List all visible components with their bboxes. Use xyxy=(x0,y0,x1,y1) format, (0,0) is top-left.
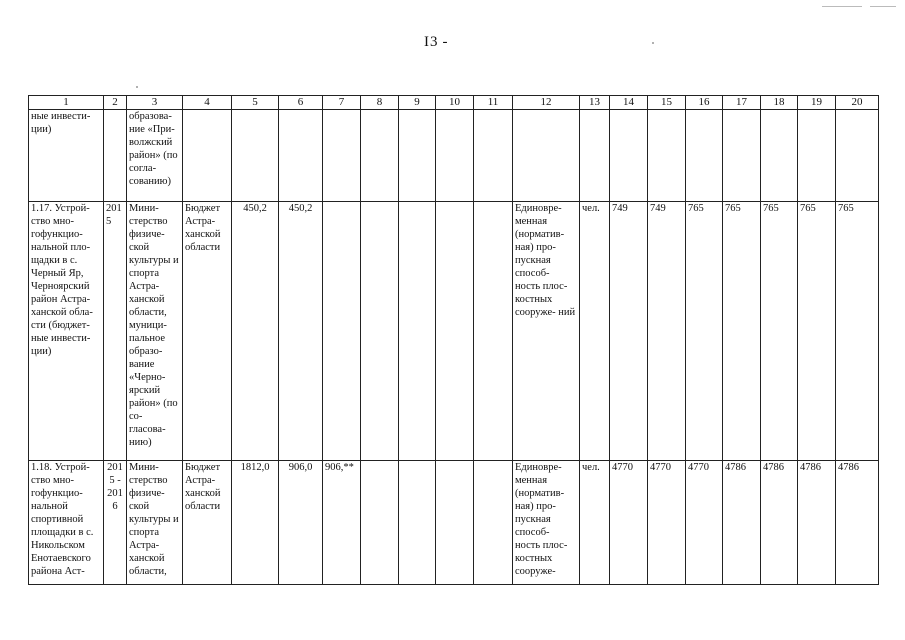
term-cell: 2015 xyxy=(104,202,127,461)
indicator-value-cell: 4770 xyxy=(648,461,686,585)
column-number: 2 xyxy=(104,96,127,110)
term-cell xyxy=(104,110,127,202)
column-number: 10 xyxy=(436,96,474,110)
page-number-value: I3 xyxy=(424,34,439,50)
budget-table xyxy=(28,95,879,585)
indicator-value-cell: 765 xyxy=(723,202,761,461)
year-amount-cell xyxy=(279,110,323,202)
empty-cell xyxy=(436,461,474,585)
indicator-value-cell: 4770 xyxy=(610,461,648,585)
total-amount-cell: 450,2 xyxy=(232,202,279,461)
measure-name-cell: 1.17. Устрой- ство мно- гофункцио- нальной пло- щадки в с. Черный Яр, Черноярский район Астра- ханской обла- сти (бюджет- ные инвести- ции) xyxy=(29,202,104,461)
indicator-value-cell xyxy=(798,110,836,202)
column-number: 13 xyxy=(580,96,610,110)
indicator-value-cell: 765 xyxy=(836,202,879,461)
indicator-value-cell: 4786 xyxy=(723,461,761,585)
column-number: 9 xyxy=(399,96,436,110)
column-number: 8 xyxy=(361,96,399,110)
empty-cell xyxy=(474,110,513,202)
empty-cell xyxy=(436,110,474,202)
unit-cell: чел. xyxy=(580,461,610,585)
scan-artifact-line xyxy=(822,6,862,7)
indicator-cell: Единовре- менная (норматив- ная) про- пускная способ- ность плос- костных сооруже- xyxy=(513,461,580,585)
indicator-cell: Единовре- менная (норматив- ная) про- пускная способ- ность плос- костных сооруже- ний xyxy=(513,202,580,461)
funding-source-cell xyxy=(183,110,232,202)
table-row xyxy=(29,461,879,585)
indicator-value-cell: 765 xyxy=(798,202,836,461)
scan-artifact-line xyxy=(870,6,896,7)
column-number: 7 xyxy=(323,96,361,110)
year-amount-cell: 906,** xyxy=(323,461,361,585)
column-number: 20 xyxy=(836,96,879,110)
empty-cell xyxy=(399,110,436,202)
indicator-value-cell: 765 xyxy=(761,202,798,461)
executor-cell: образова- ние «При- волжский район» (по согла- сованию) xyxy=(127,110,183,202)
indicator-value-cell xyxy=(836,110,879,202)
term-cell: 2015 - 2016 xyxy=(104,461,127,585)
year-amount-cell: 450,2 xyxy=(279,202,323,461)
indicator-value-cell: 765 xyxy=(686,202,723,461)
indicator-value-cell: 4786 xyxy=(798,461,836,585)
table-row xyxy=(29,110,879,202)
empty-cell xyxy=(436,202,474,461)
funding-source-cell: Бюджет Астра- ханской области xyxy=(183,461,232,585)
scan-artifact-dot xyxy=(652,42,654,44)
indicator-value-cell: 4786 xyxy=(836,461,879,585)
page-number xyxy=(424,34,449,51)
column-number: 4 xyxy=(183,96,232,110)
year-amount-cell: 906,0 xyxy=(279,461,323,585)
column-number: 5 xyxy=(232,96,279,110)
page-number-dash: - xyxy=(442,34,449,50)
column-number: 15 xyxy=(648,96,686,110)
total-amount-cell: 1812,0 xyxy=(232,461,279,585)
column-number: 6 xyxy=(279,96,323,110)
measure-name-cell: 1.18. Устрой- ство мно- гофункцио- нальной спортивной площадки в с. Никольском Енотаевского района Аст- xyxy=(29,461,104,585)
column-number: 18 xyxy=(761,96,798,110)
indicator-cell xyxy=(513,110,580,202)
unit-cell xyxy=(580,110,610,202)
column-number: 14 xyxy=(610,96,648,110)
empty-cell xyxy=(399,202,436,461)
executor-cell: Мини- стерство физиче- ской культуры и спорта Астра- ханской области, xyxy=(127,461,183,585)
indicator-value-cell xyxy=(610,110,648,202)
column-number: 3 xyxy=(127,96,183,110)
unit-cell: чел. xyxy=(580,202,610,461)
indicator-value-cell: 4770 xyxy=(686,461,723,585)
indicator-value-cell xyxy=(723,110,761,202)
column-number: 11 xyxy=(474,96,513,110)
empty-cell xyxy=(474,461,513,585)
executor-cell: Мини- стерство физиче- ской культуры и спорта Астра- ханской области, муници- пальное образо- вание «Черно- ярский район» (по со- гласова- нию) xyxy=(127,202,183,461)
empty-cell xyxy=(361,110,399,202)
empty-cell xyxy=(399,461,436,585)
column-number: 1 xyxy=(29,96,104,110)
measure-name-cell: ные инвести- ции) xyxy=(29,110,104,202)
empty-cell xyxy=(474,202,513,461)
indicator-value-cell: 749 xyxy=(610,202,648,461)
column-number: 16 xyxy=(686,96,723,110)
empty-cell xyxy=(361,202,399,461)
column-number: 12 xyxy=(513,96,580,110)
indicator-value-cell: 4786 xyxy=(761,461,798,585)
indicator-value-cell xyxy=(761,110,798,202)
indicator-value-cell xyxy=(648,110,686,202)
empty-cell xyxy=(361,461,399,585)
table-header-row xyxy=(29,96,879,110)
year-amount-cell xyxy=(323,110,361,202)
total-amount-cell xyxy=(232,110,279,202)
column-number: 19 xyxy=(798,96,836,110)
funding-source-cell: Бюджет Астра- ханской области xyxy=(183,202,232,461)
table-row xyxy=(29,202,879,461)
year-amount-cell xyxy=(323,202,361,461)
scan-artifact-dot xyxy=(136,86,138,88)
column-number: 17 xyxy=(723,96,761,110)
indicator-value-cell xyxy=(686,110,723,202)
indicator-value-cell: 749 xyxy=(648,202,686,461)
